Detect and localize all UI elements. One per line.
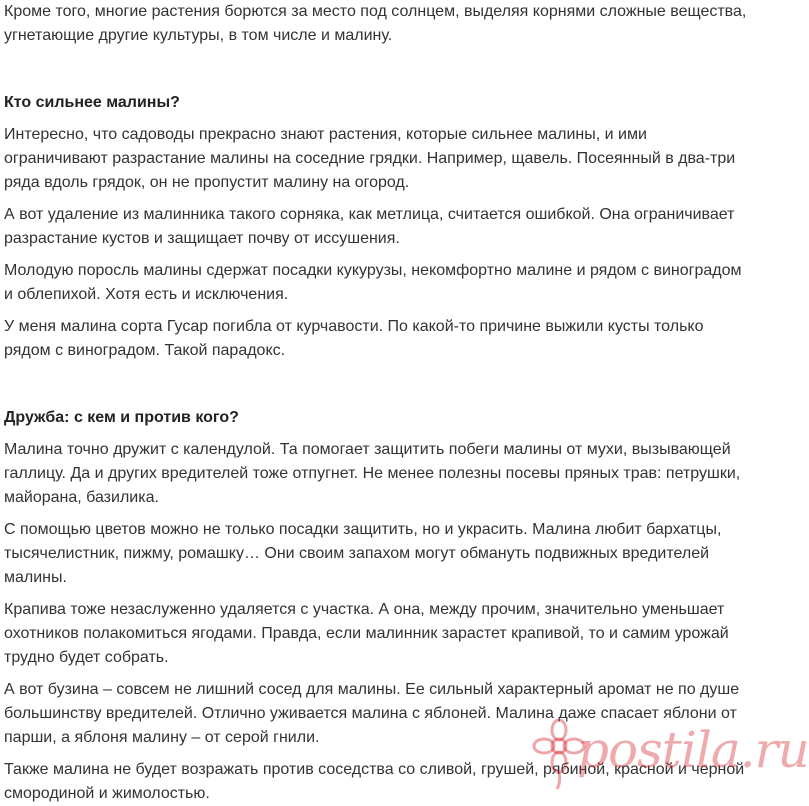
paragraph: С помощью цветов можно не только посадки защитить, но и украсить. Малина любит бархатцы, тысячелистник, пижму, ромашку… Они своим запахом могут обмануть подвижных вредителей малины. (4, 521, 722, 586)
paragraph: Молодую поросль малины сдержат посадки кукурузы, некомфортно малине и рядом с виноградом и облепихой. Хотя есть и исключения. (4, 262, 742, 303)
paragraph: Также малина не будет возражать против соседства со сливой, грушей, рябиной, красной и черной смородиной и жимолостью. (4, 761, 745, 802)
section-heading-stronger: Кто сильнее малины? (4, 94, 180, 111)
intro-paragraph: Кроме того, многие растения борются за место под солнцем, выделяя корнями сложные вещества, угнетающие другие культуры, в том числе и малину. (4, 3, 747, 44)
paragraph: Интересно, что садоводы прекрасно знают растения, которые сильнее малины, и ими ограничивают разрастание малины на соседние грядки. Например, щавель. Посеянный в два-три ряда вдоль грядок, он не пропустит малину на огород. (4, 126, 736, 191)
paragraph: А вот удаление из малинника такого сорняка, как метлица, считается ошибкой. Она ограничивает разрастание кустов и защищает почву от иссушения. (4, 206, 735, 247)
article (4, 0, 754, 806)
section-heading-friendship: Дружба: с кем и против кого? (4, 409, 239, 426)
watermark-text: postila.ru (577, 721, 809, 779)
paragraph: У меня малина сорта Гусар погибла от курчавости. По какой-то причине выжили кусты только рядом с виноградом. Такой парадокс. (4, 318, 704, 359)
paragraph: Малина точно дружит с календулой. Та помогает защитить побеги малины от мухи, вызывающей галлицу. Да и других вредителей тоже отпугнет. Не менее полезны посевы пряных трав: петрушки, майорана, базилика. (4, 441, 741, 506)
paragraph: А вот бузина – совсем не лишний сосед для малины. Ее сильный характерный аромат не по душе большинству вредителей. Отлично уживается малина с яблоней. Малина даже спасает яблони от парши, а яблоня малину – от серой гнили. (4, 681, 740, 746)
paragraph: Крапива тоже незаслуженно удаляется с участка. А она, между прочим, значительно уменьшает охотников полакомиться ягодами. Правда, если малинник зарастет крапивой, то и самим урожай трудно будет собрать. (4, 601, 729, 666)
